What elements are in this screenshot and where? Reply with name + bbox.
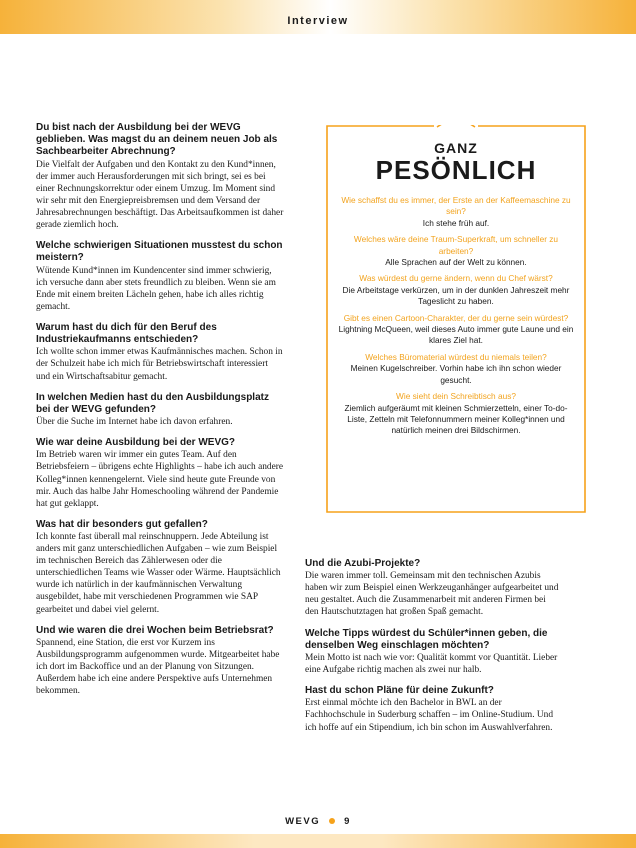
qa-item	[36, 322, 284, 383]
box-title-small: GANZ	[434, 140, 478, 156]
header-bar	[0, 0, 636, 34]
footer-dot-icon	[329, 818, 335, 824]
answer: Ich konnte fast überall mal reinschnuppern. Jede Abteilung ist anders mit ganz unterschiedlichen Aufgaben – wie zum Beispiel im technischen Bereich das Zählerwesen oder die unterschiedlichen Teams wie Wasser oder Wärme. Hauptsächlich wurde ich natürlich in der kaufmännischen Verwaltung ausgebildet, habe mit verschiedenen Programmen wie SAP gearbeitet und dabei viel gelernt.	[36, 532, 281, 615]
question: Welche Tipps würdest du Schüler*innen geben, die denselben Weg einschlagen möchten?	[305, 627, 548, 651]
qa-item	[36, 240, 284, 313]
qa-item	[36, 122, 284, 231]
answer: Ich wollte schon immer etwas Kaufmännisches machen. Schon in der Schulzeit habe ich mich für Betriebswirtschaft interessiert und ein Wirtschaftsabitur gemacht.	[36, 347, 283, 382]
footer-brand: WEVG	[285, 816, 321, 827]
question: Und die Azubi-Projekte?	[305, 558, 421, 569]
box-question: Gibt es einen Cartoon-Charakter, der du gerne sein würdest?	[343, 312, 569, 323]
question: Welche schwierigen Situationen musstest du schon meistern?	[36, 240, 283, 264]
box-answer: Lightning McQueen, weil dieses Auto immer gute Laune und ein klares Ziel hat.	[338, 324, 574, 346]
answer: Die Vielfalt der Aufgaben und den Kontakt zu den Kund*innen, der immer auch Herausforderungen mit sich bringt, sei es bei einer Rechnungskorrektur oder einem Umzug. Im Moment sind wir sehr mit den Energiepreisbremsen und dem Versand der Jahresabrechnungen beschäftigt. Das Arbeitsaufkommen ist daher gerade ziemlich hoch.	[36, 159, 284, 231]
qa-item	[305, 628, 560, 677]
answer: Im Betrieb waren wir immer ein gutes Team. Auf den Betriebsfeiern – übrigens echte Highlights – habe ich auch andere Kolleg*innen kennengelernt. Viele sind heute gute Freunde von mir. Auch das halbe Jahr Homeschooling während der Pandemie hat gut geklappt.	[36, 450, 284, 509]
interview-column-right	[305, 558, 560, 743]
section-label: Interview	[287, 15, 349, 27]
box-question: Wie schaffst du es immer, der Erste an der Kaffeemaschine zu sein?	[341, 195, 571, 217]
personal-questions-box	[326, 125, 586, 513]
qa-item	[305, 685, 560, 733]
box-question: Welches wäre deine Traum-Superkraft, um schneller zu arbeiten?	[353, 234, 559, 256]
page-footer	[0, 816, 636, 827]
question: Wie war deine Ausbildung bei der WEVG?	[36, 437, 236, 449]
answer: Die waren immer toll. Gemeinsam mit den technischen Azubis haben wir zum Beispiel einen Werkzeuganhänger aufgearbeitet und neu gestaltet. Auch die Zusammenarbeit mit anderen Firmen bei den Hautschutztagen hat großen Spaß gemacht.	[305, 571, 559, 618]
answer: Spannend, eine Station, die erst vor Kurzem ins Ausbildungsprogramm aufgenommen wurde. Mitgearbeitet habe ich dort im Backoffice und an der Planung von Sitzungen. Außerdem habe ich eine andere Perspektive aufs Unternehmen bekommen.	[36, 637, 280, 697]
answer: Wütende Kund*innen im Kundencenter sind immer schwierig, ich versuche dann aber stets freundlich zu bleiben. Wenn sie am Ende mit einem breiten Lächeln gehen, habe ich alles richtig gemacht.	[36, 265, 276, 312]
box-body	[336, 195, 576, 442]
question: Was hat dir besonders gut gefallen?	[36, 518, 208, 530]
qa-item	[36, 625, 284, 698]
answer: Erst einmal möchte ich den Bachelor in BWL an der Fachhochschule in Suderburg schaffen – im Online-Studium. Und ich hoffe auf ein Stipendium, ich bin schon im Auswahlverfahren.	[305, 698, 554, 733]
box-answer: Alle Sprachen auf der Welt zu können.	[385, 257, 527, 268]
box-answer: Ziemlich aufgeräumt mit kleinen Schmierzetteln, einer To-do-Liste, Zetteln mit Telefonnummern meiner Kolleg*innen und natürlich meinen drei Bildschirmen.	[344, 402, 568, 436]
qa-item	[305, 558, 560, 619]
question: Du bist nach der Ausbildung bei der WEVG geblieben. Was magst du an deinem neuen Job als Sachbearbeiter Abrechnung?	[36, 122, 278, 158]
box-question: Welches Büromaterial würdest du niemals teilen?	[365, 351, 547, 362]
box-question: Wie sieht dein Schreibtisch aus?	[396, 391, 516, 402]
question: Hast du schon Pläne für deine Zukunft?	[305, 685, 494, 697]
box-answer: Die Arbeitstage verkürzen, um in der dunklen Jahreszeit mehr Tageslicht zu haben.	[342, 284, 570, 307]
question: Warum hast du dich für den Beruf des Industriekaufmanns entschieden?	[36, 321, 217, 346]
qa-item	[36, 437, 284, 510]
bottom-bar	[0, 834, 636, 848]
box-answer: Meinen Kugelschreiber. Vorhin habe ich ihn schon wieder gesucht.	[350, 363, 562, 385]
question: Und wie waren die drei Wochen beim Betriebsrat?	[36, 624, 274, 636]
answer: Über die Suche im Internet habe ich davon erfahren.	[36, 417, 233, 428]
box-title-large: PESÖNLICH	[375, 155, 537, 185]
page-number: 9	[344, 816, 351, 827]
answer: Mein Motto ist nach wie vor: Qualität kommt vor Quantität. Lieber eine Aufgabe richtig machen als zwei nur halb.	[305, 652, 558, 676]
qa-item	[36, 519, 284, 616]
interview-column-left	[36, 122, 284, 706]
box-question: Was würdest du gerne ändern, wenn du Chef wärst?	[359, 273, 553, 284]
box-answer: Ich stehe früh auf.	[422, 217, 490, 228]
question: In welchen Medien hast du den Ausbildungsplatz bei der WEVG gefunden?	[36, 391, 269, 415]
qa-item	[36, 392, 284, 429]
